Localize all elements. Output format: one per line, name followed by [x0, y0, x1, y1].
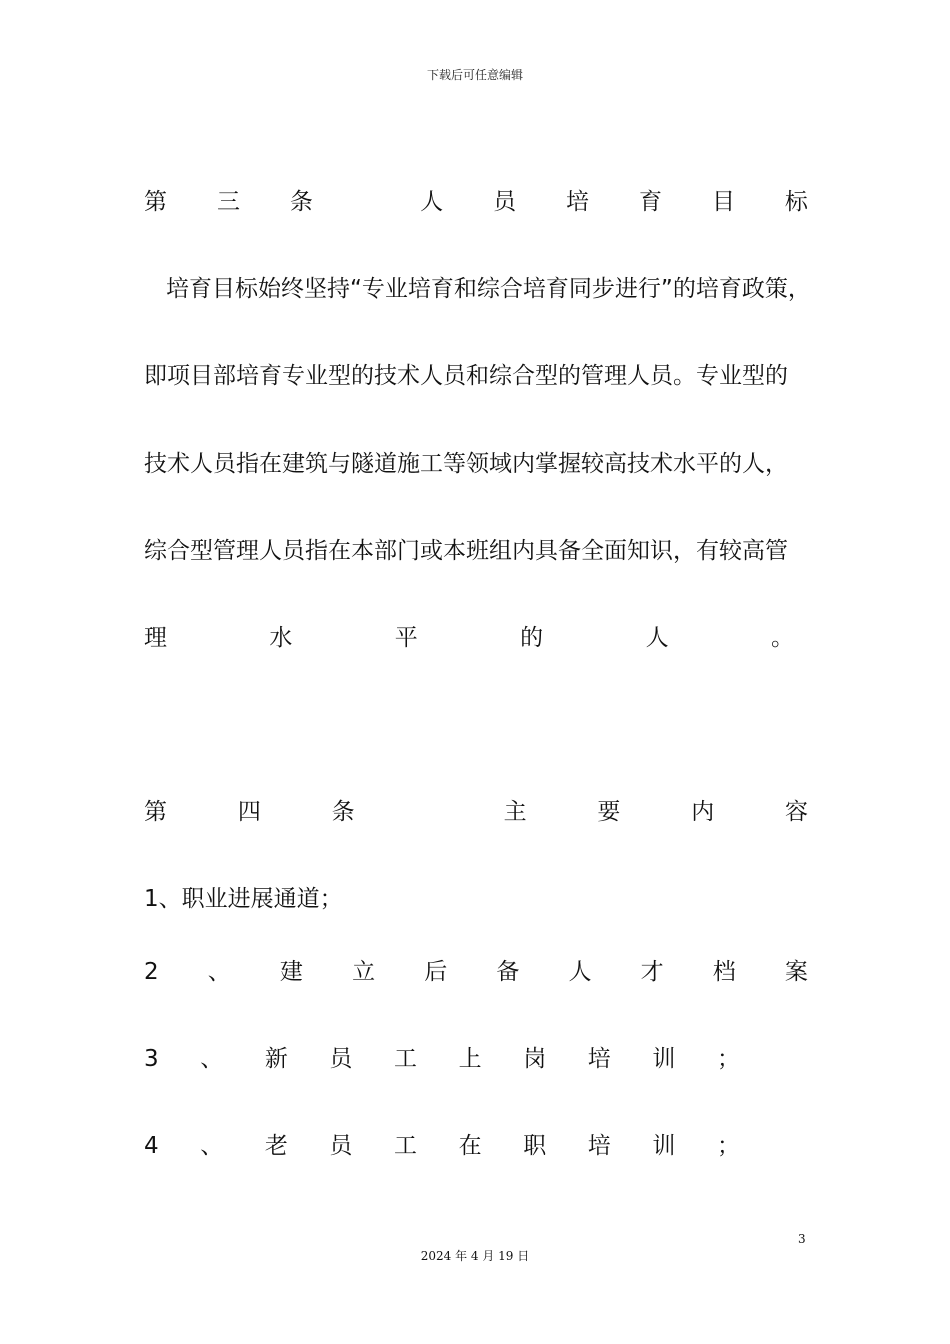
- spread-char: 岗: [523, 1046, 547, 1072]
- list-item-3: [144, 1043, 740, 1075]
- spread-char: 3: [144, 1046, 159, 1072]
- spread-char: 平: [394, 625, 418, 651]
- spread-char: 的: [520, 625, 544, 651]
- spread-char: 档: [712, 959, 736, 985]
- section-3-title: [144, 186, 808, 218]
- page-header: 下载后可任意编辑: [426, 68, 523, 82]
- spread-char: ；: [716, 1133, 740, 1159]
- section-4-title: [144, 796, 808, 828]
- spread-char: 2: [144, 959, 159, 985]
- spread-char: ；: [716, 1046, 740, 1072]
- spread-char: 标: [784, 189, 808, 215]
- spread-char: 训: [652, 1133, 676, 1159]
- spread-char: 理: [144, 625, 167, 651]
- spread-char: 才: [640, 959, 664, 985]
- spread-char: 、: [200, 1133, 224, 1159]
- spread-char: 员: [329, 1133, 353, 1159]
- list-item-1: 1、职业进展通道；: [144, 886, 343, 912]
- spread-char: 、: [200, 1046, 224, 1072]
- spread-char: [425, 796, 432, 828]
- spread-char: 目: [711, 189, 735, 215]
- spread-char: 新: [264, 1046, 288, 1072]
- spread-char: 育: [638, 189, 662, 215]
- spread-char: 条: [289, 189, 313, 215]
- spread-char: 后: [424, 959, 448, 985]
- section-3-paragraph-line-3: 技术人员指在建筑与隧道施工等领域内掌握较高技术水平的人，: [144, 451, 788, 477]
- spread-char: 案: [784, 959, 808, 985]
- spread-char: 条: [331, 799, 355, 825]
- spread-char: 人: [568, 959, 592, 985]
- spread-char: 四: [237, 799, 261, 825]
- spread-char: 人: [645, 625, 669, 651]
- section-3-paragraph-line-4: 综合型管理人员指在本部门或本班组内具备全面知识，有较高管: [144, 538, 788, 564]
- list-item-2: [144, 956, 808, 988]
- spread-char: 、: [207, 959, 231, 985]
- spread-char: 主: [503, 799, 527, 825]
- spread-char: 工: [394, 1046, 418, 1072]
- spread-char: 培: [587, 1046, 611, 1072]
- spread-char: 员: [493, 189, 517, 215]
- footer-date: 2024 年 4 月 19 日: [420, 1249, 530, 1263]
- spread-char: 。: [770, 625, 794, 651]
- spread-char: 容: [785, 799, 808, 825]
- section-3-paragraph-last-line: [144, 622, 794, 654]
- spread-char: 4: [144, 1133, 159, 1159]
- spread-char: 建: [279, 959, 303, 985]
- spread-char: 培: [587, 1133, 611, 1159]
- spread-char: 人: [420, 189, 444, 215]
- spread-char: 员: [329, 1046, 353, 1072]
- spread-char: 水: [269, 625, 293, 651]
- spread-char: 培: [566, 189, 590, 215]
- spread-char: 备: [496, 959, 520, 985]
- list-item-4: [144, 1130, 740, 1162]
- spread-char: 在: [458, 1133, 482, 1159]
- spread-char: 训: [652, 1046, 676, 1072]
- spread-char: 老: [264, 1133, 288, 1159]
- spread-char: 三: [216, 189, 240, 215]
- spread-char: 要: [597, 799, 621, 825]
- section-3-paragraph-line-1: 培育目标始终坚持“专业培育和综合培育同步进行”的培育政策，: [166, 276, 811, 302]
- spread-char: 上: [458, 1046, 482, 1072]
- spread-char: 第: [144, 799, 167, 825]
- section-3-paragraph-line-2: 即项目部培育专业型的技术人员和综合型的管理人员。专业型的: [144, 363, 788, 389]
- page-number: 3: [798, 1232, 806, 1246]
- spread-char: 工: [394, 1133, 418, 1159]
- spread-char: 内: [691, 799, 715, 825]
- spread-char: 职: [523, 1133, 547, 1159]
- spread-char: [363, 186, 370, 218]
- spread-char: 立: [352, 959, 376, 985]
- spread-char: 第: [144, 189, 167, 215]
